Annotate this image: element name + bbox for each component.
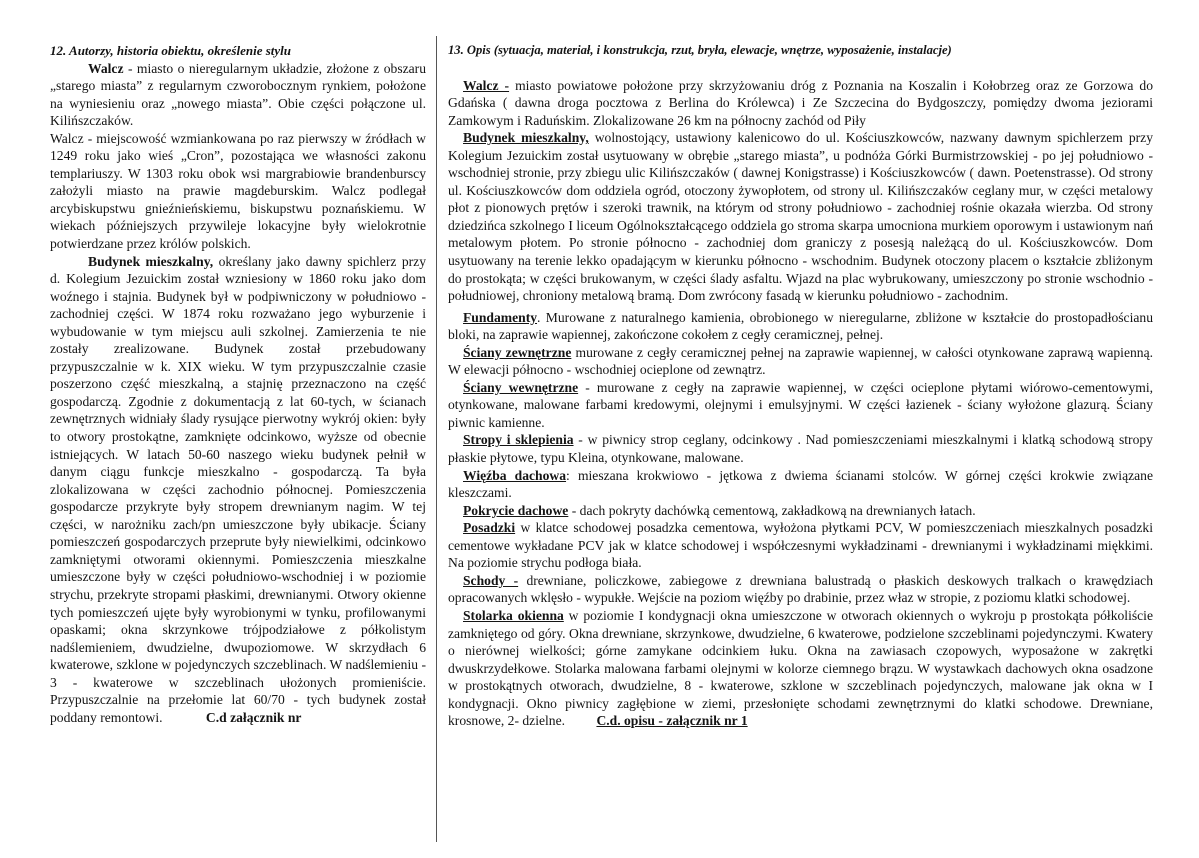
left-heading: 12. Autorzy, historia obiektu, określenie stylu <box>50 43 292 58</box>
left-p3-term: Budynek mieszkalny, <box>88 253 214 269</box>
left-column <box>50 42 426 726</box>
section-walcz-text: miasto powiatowe położone przy skrzyżowaniu dróg z Poznania na Koszalin i Kołobrzeg oraz ze Gorzowa do Gdańska ( dawna droga pocztowa z Berlina do Królewca) i Ze Szczecina do Bydgoszczy, pomiędzy dwoma jeziorami Zamkowym i Raduńskim. Zlokalizowane 26 km na północny zachód od Piły <box>448 77 1154 128</box>
column-divider <box>436 36 437 842</box>
section-wiezba <box>448 467 1153 502</box>
section-fundamenty <box>448 309 1153 344</box>
right-column <box>448 42 1153 730</box>
section-sciany-zewnetrzne-label: Ściany zewnętrzne <box>463 344 572 360</box>
section-stropy-label: Stropy i sklepienia <box>463 432 574 448</box>
section-wiezba-text: : mieszana krokwiowo - jętkowa z dwiema ścianami stolców. W górnej części krokwie związane kleszczami. <box>448 467 1154 501</box>
section-posadzki <box>448 519 1153 572</box>
section-stolarka-label: Stolarka okienna <box>463 607 564 623</box>
section-wiezba-label: Więźba dachowa <box>463 467 567 483</box>
section-budynek-text: wolnostojący, ustawiony kalenicowo do ul. Kościuszkowców, nazwany dawnym spichlerzem przy Kolegium Jezuickim został usytuowany w obrębie „starego miasta”, u podnóża Górki Burmistrzowskiej - po jej południowo - wschodniej stronie, przy zbiegu ulic Kilińszczaków ( dawnej Konigstrasse) i Kościuszkowców ( dawn. Poetenstrasse). Od strony ul. Kościuszkowców dom oddziela ogród, otoczony żywopłotem, od strony ul. Kilińszczaków ceglany mur, w części metalowy płot z pionowych prętów i szeroki trawnik, na którym od strony południowo - zachodniej rośnie okazała wierzba. Od strony dziedzińca szkolnego I liceum Ogólnokształcącego oddziela go stroma skarpa umocniona murkiem oporowym i ustawionym nań metalowym płotem. Po stronie północno - zachodniej dom graniczy z posesją należącą do ul. Kościuszkowców. Dom usytuowany na terenie lekko opadającym w kierunku północno - wschodnim. Budynek otoczony placem o kształcie zbliżonym do prostokąta; w części brukowanym, w części ślady asfaltu. Wjazd na plac wybrukowany, umieszczony po stronie wschodnio - południowej, chroniony metalową bramą. Dom zwrócony fasadą w kierunku południowo - zachodnim. <box>448 130 1153 304</box>
left-p1-term: Walcz <box>88 60 124 76</box>
left-signature: C.d załącznik nr <box>205 709 302 725</box>
section-posadzki-text: w klatce schodowej posadzka cementowa, wyłożona płytkami PCV, W pomieszczeniach mieszkalnych posadzki cementowe wykładane PCV jak w klatce schodowej i współczesnymi wykładzinami - drewnianymi i wykładzinami miękkimi. Na poziomie strychu podłoga biała. <box>448 520 1153 571</box>
section-pokrycie-label: Pokrycie dachowe <box>463 502 569 518</box>
section-sciany-zewnetrzne-text: murowane z cegły ceramicznej pełnej na zaprawie wapiennej, w całości otynkowane zaprawą wapienną. W elewacji północno - wschodniej ocieplone od zewnątrz. <box>448 344 1154 378</box>
section-stolarka <box>448 607 1153 730</box>
section-stolarka-text: w poziomie I kondygnacji okna umieszczone w otworach okiennych o wykroju p prostokąta półkoliście zamkniętego od góry. Okna drewniane, skrzynkowe, dwudzielne, 6 kwaterowe, podzielone szczeblinami pojedynczymi. Kwatery o nierównej wielkości; górne zamykane odcinkiem łuku. Okna na zawiasach czopowych, wyposażone w zakrętki dwuskrzydełkowe. Stolarka malowana farbami olejnymi w kolorze ciemnego brązu. W wystawkach dachowych okna osadzone w prostokątnych otworach, dwudzielne, 8 - kwaterowe, szklone w szczeblinach pojedynczych, malowane jak okna w I kondygnacji. Okno piwnicy zagłębione w ziemi, przesłonięte schodami zewnętrznymi do klatki schodowe. Drewniane, krosnowe, 2- dzielne. <box>448 607 1153 729</box>
section-sciany-wewnetrzne-label: Ściany wewnętrzne <box>463 379 579 395</box>
section-pokrycie <box>448 502 1153 520</box>
section-stropy-text: - w piwnicy strop ceglany, odcinkowy . Nad pomieszczeniami mieszkalnymi i klatką schodową stropy płaskie płytowe, typu Kleina, otynkowane, malowane. <box>448 432 1153 466</box>
section-walcz-label: Walcz - <box>463 77 510 93</box>
section-schody <box>448 572 1153 607</box>
left-p3-text: określany jako dawny spichlerz przy d. Kolegium Jezuickim został wzniesiony w 1860 roku jako dom woźnego i stajnia. Budynek był w podpiwniczony w południowo - zachodniej części. W 1874 roku rozważano jego wyburzenie i wybudowanie w tym miejscu auli szkolnej. Zamierzenia te nie zostały zrealizowane. Budynek został przebudowany przypuszczalnie w k. XIX wieku. W tym przypuszczalnie czasie poszerzono część mieszkalną, a stajnię przeznaczono na część gospodarczą. Zgodnie z dokumentacją z lat 60-tych, w ścianach zewnętrznych widniały ślady rysujące pierwotny wykrój okien: były to otwory prostokątne, zamknięte odcinkowo, wyższe od obecnie istniejących. W latach 50-60 naszego wieku budynek pełnił w danym ciągu funkcje mieszkalno - gospodarczą. Ta była zlokalizowana w części zachodnio północnej. Pomieszczenia gospodarcze przykryte były stropem drewnianym nagim. W tej części, w narożniku zach/pn umieszczone były ubikacje. Ściany pomieszczeń gospodarczych przeprute były niewielkimi, odcinkowo zamkniętymi otworami okiennymi. Pomieszczenia mieszkalne umieszczone były w części południowo-wschodniej i w poziomie strychu, przekryte stropami płaskimi, drewnianymi. Otwory okienne tych pomieszczeń ujęte były wyrobionymi w tynku, profilowanymi opaskami; okna skrzynkowe trójpodziałowe z półkolistym nadślemieniem, dwudzielne, dwupoziomowe. W skrzydłach 6 kwaterowe, szklone w pojedynczych szczeblinach. W nadślemieniu - 3 - kwaterowe w szczeblinach ułożonych promieniście. Przypuszczalnie na przełomie lat 60/70 - tych budynek został poddany remontowi. <box>50 253 426 725</box>
section-fundamenty-text: . Murowane z naturalnego kamienia, obrobionego w nieregularne, zbliżone w kształcie do prostopadłościanu bloki, na zaprawie wapiennej, zakończone cokołem z cegły ceramicznej, pełnej. <box>448 309 1153 343</box>
left-paragraph-1 <box>50 60 426 130</box>
section-budynek-label: Budynek mieszkalny, <box>463 130 589 146</box>
section-walcz <box>448 77 1153 130</box>
heading-gap <box>448 60 1153 77</box>
section-sciany-zewnetrzne <box>448 344 1153 379</box>
section-schody-text: drewniane, policzkowe, zabiegowe z drewniana balustradą o płaskich deskowych tralkach o krawędziach opracowanych wklęsło - wypukłe. Wejście na poziom więźby po drabinie, przez właz w stropie, z poziomu klatki schodowej. <box>448 572 1153 606</box>
section-sciany-wewnetrzne <box>448 379 1153 432</box>
right-heading: 13. Opis (sytuacja, materiał, i konstrukcja, rzut, bryła, elewacje, wnętrze, wyposażenie, instalacje) <box>448 43 952 57</box>
section-sciany-wewnetrzne-text: - murowane z cegły na zaprawie wapiennej, w części ocieplone płytami wiórowo-cementowymi, otynkowane, malowane farbami kredowymi, olejnymi i emulsyjnymi. W części łazienek - ściany wyłożone glazurą. Ściany piwnic kamienne. <box>448 379 1154 430</box>
section-budynek <box>448 129 1153 304</box>
left-p1-text: - miasto o nieregularnym układzie, złożone z obszaru „starego miasta” z regularnym czworobocznym rynkiem, położone na wyniesieniu oraz „nowego miasta”. Obie części połączone ul. Kilińszczaków. <box>50 60 426 129</box>
section-fundamenty-label: Fundamenty <box>463 309 538 325</box>
section-stropy <box>448 431 1153 466</box>
section-posadzki-label: Posadzki <box>463 520 516 536</box>
left-paragraph-2: Walcz - miejscowość wzmiankowana po raz pierwszy w źródłach w 1249 roku jako wieś „Cron”, pozostająca we własności zakonu templariuszy. W 1303 roku obok wsi margrabiowie brandenburscy założyli miasto na prawie magdeburskim. Walcz podlegał arcybiskupstwu gnieźnieńskiemu, biskupstwu poznańskiemu. W wiekach późniejszych przywileje lokacyjne były wielokrotnie potwierdzane przez królów polskich. <box>50 130 426 252</box>
right-signature: C.d. opisu - załącznik nr 1 <box>596 713 748 729</box>
section-pokrycie-text: - dach pokryty dachówką cementową, zakładkową na drewnianych łatach. <box>568 502 976 518</box>
section-schody-label: Schody - <box>463 572 519 588</box>
left-paragraph-3 <box>50 253 426 727</box>
